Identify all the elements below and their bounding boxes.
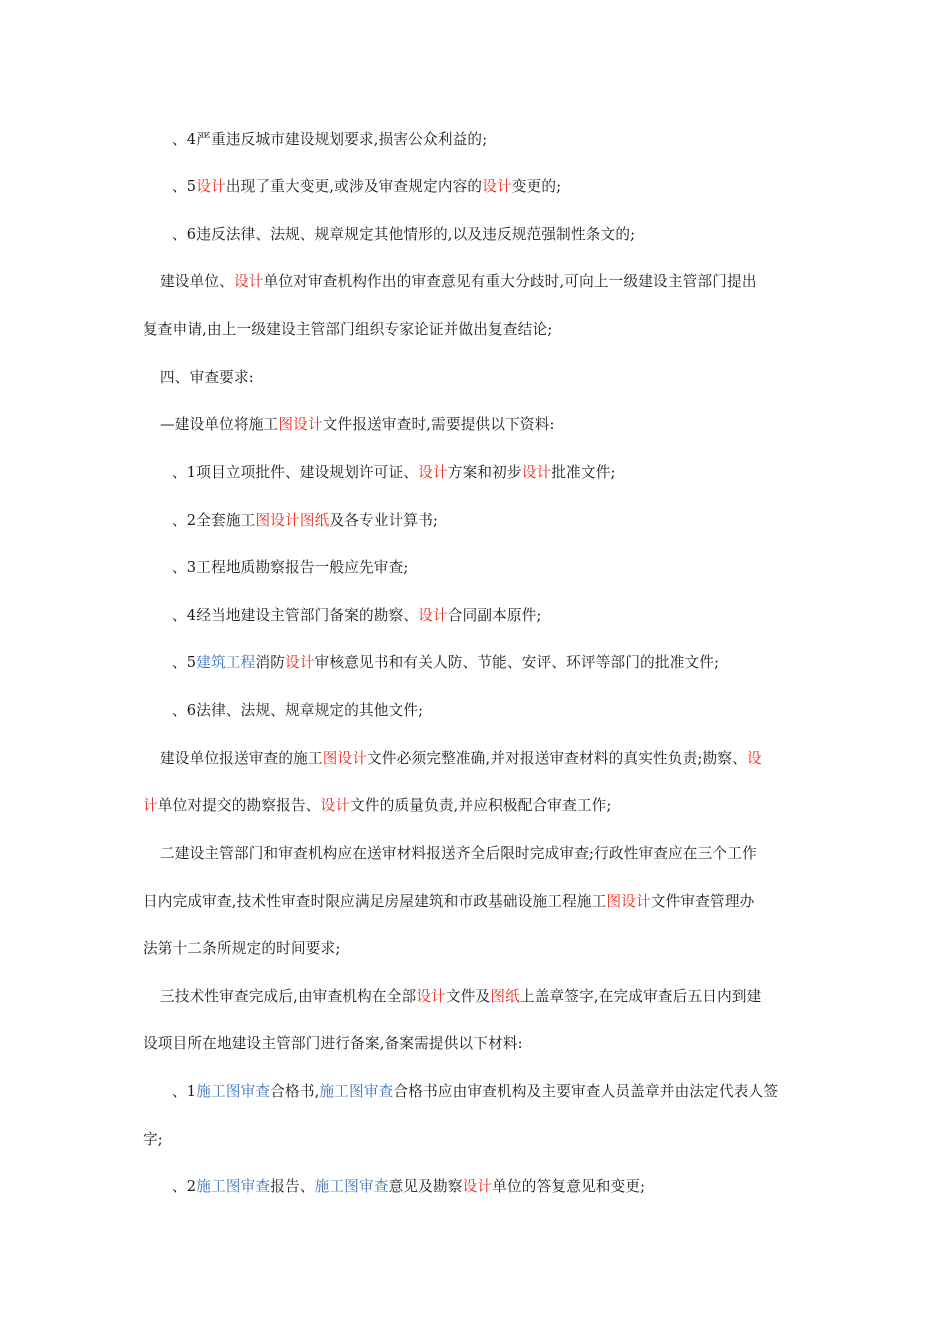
text-segment: 建设单位、	[160, 273, 234, 290]
text-line	[0, 461, 950, 485]
highlight-red: 图设计	[278, 416, 323, 433]
text-segment: 字;	[143, 1131, 163, 1148]
text-segment: 合同副本原件;	[447, 607, 542, 624]
text-segment: 文件及	[445, 988, 491, 1005]
text-line	[0, 1128, 950, 1152]
text-line	[0, 556, 950, 580]
text-segment: 合格书应由审查机构及主要审查人员盖章并由法定代表人签	[393, 1083, 779, 1100]
text-line	[0, 699, 950, 723]
text-segment: 、5	[172, 654, 197, 671]
text-segment: 日内完成审查,技术性审查时限应满足房屋建筑和市政基础设施工程施工	[143, 893, 607, 910]
text-segment: 单位对审查机构作出的审查意见有重大分歧时,可向上一级建设主管部门提出	[263, 273, 757, 290]
text-segment: 、1项目立项批件、建设规划许可证、	[172, 464, 419, 481]
text-segment: 、2全套施工	[172, 512, 256, 529]
highlight-blue: 施工图审查	[319, 1083, 394, 1100]
text-segment: 审核意见书和有关人防、节能、安评、环评等部门的批准文件;	[314, 654, 720, 671]
text-line	[0, 794, 950, 818]
text-segment: 批准文件;	[551, 464, 616, 481]
text-line	[0, 128, 950, 152]
text-segment: 三技术性审查完成后,由审查机构在全部	[160, 988, 417, 1005]
text-line	[0, 1080, 950, 1104]
text-line	[0, 318, 950, 342]
text-segment: 单位对提交的勘察报告、	[157, 797, 321, 814]
highlight-red: 设	[746, 750, 762, 767]
text-segment: 出现了重大变更,或涉及审查规定内容的	[225, 178, 483, 195]
text-segment: 报告、	[270, 1178, 315, 1195]
highlight-red: 设计	[418, 607, 448, 624]
text-line	[0, 604, 950, 628]
text-segment: 、3工程地质勘察报告一般应先审查;	[172, 559, 409, 576]
text-segment: 、1	[172, 1083, 197, 1100]
text-line	[0, 270, 950, 294]
text-segment: 上盖章签字,在完成审查后五日内到建	[519, 988, 762, 1005]
text-line	[0, 413, 950, 437]
text-segment: 、6法律、法规、规章规定的其他文件;	[172, 702, 424, 719]
text-segment: 意见及勘察	[388, 1178, 463, 1195]
text-segment: 文件审查管理办	[650, 893, 755, 910]
text-segment: 四、审查要求:	[160, 369, 254, 386]
text-segment: 消防	[255, 654, 286, 671]
highlight-red: 设计	[418, 464, 448, 481]
highlight-red: 设计	[285, 654, 315, 671]
text-segment: 、4经当地建设主管部门备案的勘察、	[172, 607, 419, 624]
text-line	[0, 842, 950, 866]
highlight-blue: 施工图审查	[196, 1178, 271, 1195]
text-segment: 文件的质量负责,并应积极配合审查工作;	[350, 797, 612, 814]
highlight-red: 图设计图纸	[255, 512, 330, 529]
text-line	[0, 985, 950, 1009]
text-line	[0, 1032, 950, 1056]
text-segment: 、2	[172, 1178, 197, 1195]
text-line	[0, 366, 950, 390]
text-line	[0, 509, 950, 533]
highlight-red: 图设计	[322, 750, 368, 767]
highlight-red: 设计	[320, 797, 351, 814]
text-segment: 法第十二条所规定的时间要求;	[143, 940, 341, 957]
text-segment: 复查申请,由上一级建设主管部门组织专家论证并做出复查结论;	[143, 321, 553, 338]
text-segment: 建设单位报送审查的施工	[160, 750, 323, 767]
text-segment: 、4严重违反城市建设规划要求,损害公众利益的;	[172, 131, 488, 148]
text-segment: 文件必须完整准确,并对报送审查材料的真实性负责;勘察、	[367, 750, 747, 767]
text-segment: 设项目所在地建设主管部门进行备案,备案需提供以下材料:	[143, 1035, 523, 1052]
text-segment: —建设单位将施工	[160, 416, 279, 433]
highlight-red: 设计	[462, 1178, 493, 1195]
highlight-red: 设计	[233, 273, 264, 290]
text-segment: 单位的答复意见和变更;	[492, 1178, 646, 1195]
text-line	[0, 937, 950, 961]
text-segment: 、6违反法律、法规、规章规定其他情形的,以及违反规范强制性条文的;	[172, 226, 636, 243]
highlight-red: 计	[143, 797, 158, 814]
text-line	[0, 747, 950, 771]
text-line	[0, 651, 950, 675]
highlight-red: 设计	[482, 178, 512, 195]
highlight-blue: 施工图审查	[314, 1178, 389, 1195]
text-line	[0, 1175, 950, 1199]
text-line	[0, 890, 950, 914]
text-segment: 、5	[172, 178, 197, 195]
text-line	[0, 223, 950, 247]
text-segment: 文件报送审查时,需要提供以下资料:	[322, 416, 555, 433]
text-segment: 方案和初步	[447, 464, 522, 481]
highlight-red: 设计	[521, 464, 552, 481]
highlight-blue: 建筑工程	[196, 654, 256, 671]
text-segment: 变更的;	[511, 178, 562, 195]
highlight-red: 图设计	[606, 893, 651, 910]
text-segment: 及各专业计算书;	[329, 512, 439, 529]
text-line	[0, 175, 950, 199]
highlight-red: 设计	[196, 178, 226, 195]
text-segment: 二建设主管部门和审查机构应在送审材料报送齐全后限时完成审查;行政性审查应在三个工作	[160, 845, 757, 862]
highlight-red: 图纸	[490, 988, 520, 1005]
text-segment: 合格书,	[270, 1083, 320, 1100]
highlight-red: 设计	[416, 988, 446, 1005]
highlight-blue: 施工图审查	[196, 1083, 271, 1100]
